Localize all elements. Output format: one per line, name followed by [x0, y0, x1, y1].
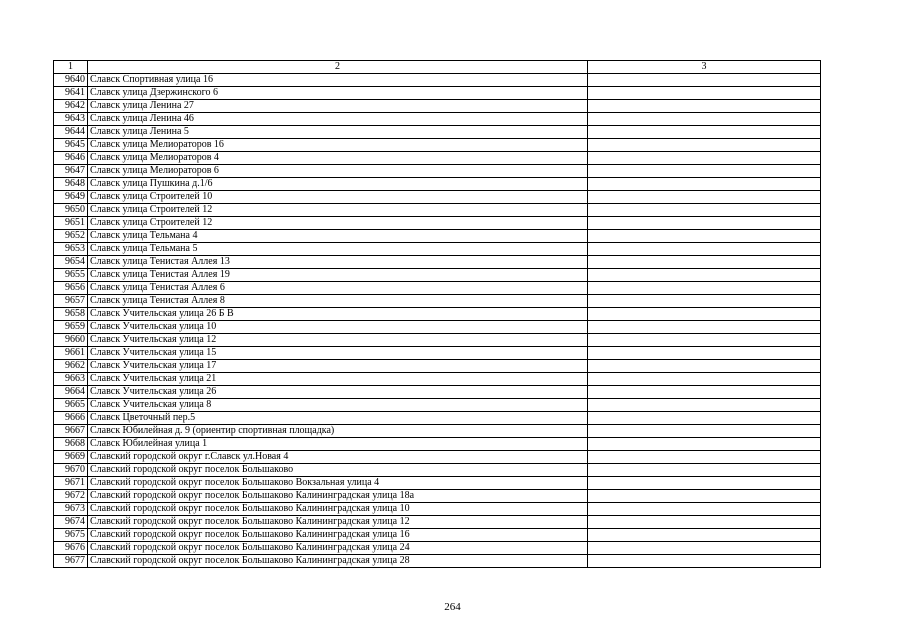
table-row: [54, 256, 821, 269]
address-cell: Славск улица Ленина 5: [88, 126, 588, 139]
address-cell: Славск Юбилейная улица 1: [88, 438, 588, 451]
column-3-cell: [588, 204, 821, 217]
address-cell: Славск улица Мелиораторов 4: [88, 152, 588, 165]
row-number-cell: 9677: [54, 555, 88, 568]
column-3-cell: [588, 529, 821, 542]
table-row: [54, 373, 821, 386]
column-3-cell: [588, 191, 821, 204]
table-row: [54, 503, 821, 516]
column-3-cell: [588, 126, 821, 139]
row-number-cell: 9665: [54, 399, 88, 412]
column-3-cell: [588, 399, 821, 412]
column-3-cell: [588, 425, 821, 438]
row-number-cell: 9667: [54, 425, 88, 438]
row-number-cell: 9673: [54, 503, 88, 516]
column-3-cell: [588, 464, 821, 477]
row-number-cell: 9676: [54, 542, 88, 555]
address-cell: Славск Учительская улица 15: [88, 347, 588, 360]
row-number-cell: 9664: [54, 386, 88, 399]
row-number-cell: 9668: [54, 438, 88, 451]
row-number-cell: 9670: [54, 464, 88, 477]
address-cell: Славский городской округ поселок Большаково: [88, 464, 588, 477]
row-number-cell: 9659: [54, 321, 88, 334]
column-3-cell: [588, 451, 821, 464]
row-number-cell: 9653: [54, 243, 88, 256]
address-cell: Славск улица Ленина 46: [88, 113, 588, 126]
column-3-cell: [588, 178, 821, 191]
address-cell: Славск Учительская улица 26 Б В: [88, 308, 588, 321]
address-cell: Славск улица Тельмана 4: [88, 230, 588, 243]
address-cell: Славский городской округ поселок Большаково Калининградская улица 28: [88, 555, 588, 568]
row-number-cell: 9646: [54, 152, 88, 165]
table-row: [54, 269, 821, 282]
column-3-cell: [588, 87, 821, 100]
table-row: [54, 321, 821, 334]
table-row: [54, 529, 821, 542]
row-number-cell: 9660: [54, 334, 88, 347]
table-row: [54, 282, 821, 295]
address-cell: Славск улица Тенистая Аллея 19: [88, 269, 588, 282]
address-cell: Славск улица Ленина 27: [88, 100, 588, 113]
table-row: [54, 191, 821, 204]
column-3-cell: [588, 74, 821, 87]
column-3-cell: [588, 373, 821, 386]
address-table: [53, 60, 821, 568]
table-row: [54, 425, 821, 438]
table-row: [54, 152, 821, 165]
column-3-cell: [588, 295, 821, 308]
address-cell: Славск Учительская улица 10: [88, 321, 588, 334]
row-number-cell: 9675: [54, 529, 88, 542]
address-cell: Славск улица Тенистая Аллея 8: [88, 295, 588, 308]
address-cell: Славск Учительская улица 21: [88, 373, 588, 386]
table-row: [54, 386, 821, 399]
table-row: [54, 204, 821, 217]
address-cell: Славск Учительская улица 8: [88, 399, 588, 412]
address-cell: Славск улица Строителей 12: [88, 204, 588, 217]
row-number-cell: 9652: [54, 230, 88, 243]
column-3-cell: [588, 347, 821, 360]
table-row: [54, 347, 821, 360]
row-number-cell: 9666: [54, 412, 88, 425]
table-row: [54, 490, 821, 503]
address-cell: Славск Цветочный пер.5: [88, 412, 588, 425]
address-cell: Славск улица Тенистая Аллея 6: [88, 282, 588, 295]
header-cell-2: 2: [88, 61, 588, 74]
row-number-cell: 9641: [54, 87, 88, 100]
column-3-cell: [588, 386, 821, 399]
table-row: [54, 308, 821, 321]
address-cell: Славск улица Тенистая Аллея 13: [88, 256, 588, 269]
table-row: [54, 360, 821, 373]
address-cell: Славск улица Тельмана 5: [88, 243, 588, 256]
table-row: [54, 230, 821, 243]
column-3-cell: [588, 165, 821, 178]
row-number-cell: 9657: [54, 295, 88, 308]
column-3-cell: [588, 542, 821, 555]
row-number-cell: 9656: [54, 282, 88, 295]
column-3-cell: [588, 100, 821, 113]
header-cell-1: 1: [54, 61, 88, 74]
column-3-cell: [588, 243, 821, 256]
address-cell: Славский городской округ поселок Большаково Калининградская улица 16: [88, 529, 588, 542]
table-row: [54, 217, 821, 230]
column-3-cell: [588, 516, 821, 529]
column-3-cell: [588, 555, 821, 568]
column-3-cell: [588, 503, 821, 516]
row-number-cell: 9648: [54, 178, 88, 191]
table-row: [54, 438, 821, 451]
column-3-cell: [588, 490, 821, 503]
table-row: [54, 399, 821, 412]
address-cell: Славск Спортивная улица 16: [88, 74, 588, 87]
column-3-cell: [588, 412, 821, 425]
column-3-cell: [588, 256, 821, 269]
row-number-cell: 9658: [54, 308, 88, 321]
address-cell: Славск улица Мелиораторов 6: [88, 165, 588, 178]
table-row: [54, 100, 821, 113]
table-row: [54, 555, 821, 568]
address-cell: Славск улица Пушкина д.1/6: [88, 178, 588, 191]
row-number-cell: 9649: [54, 191, 88, 204]
row-number-cell: 9654: [54, 256, 88, 269]
address-cell: Славск Учительская улица 17: [88, 360, 588, 373]
table-row: [54, 451, 821, 464]
table-row: [54, 542, 821, 555]
table-row: [54, 243, 821, 256]
table-row: [54, 87, 821, 100]
column-3-cell: [588, 230, 821, 243]
row-number-cell: 9669: [54, 451, 88, 464]
column-3-cell: [588, 152, 821, 165]
row-number-cell: 9655: [54, 269, 88, 282]
column-3-cell: [588, 438, 821, 451]
address-table-body: [54, 61, 821, 568]
address-cell: Славский городской округ поселок Большаково Калининградская улица 10: [88, 503, 588, 516]
table-row: [54, 412, 821, 425]
row-number-cell: 9640: [54, 74, 88, 87]
address-cell: Славский городской округ поселок Большаково Вокзальная улица 4: [88, 477, 588, 490]
address-cell: Славск улица Строителей 12: [88, 217, 588, 230]
row-number-cell: 9662: [54, 360, 88, 373]
row-number-cell: 9672: [54, 490, 88, 503]
table-row: [54, 126, 821, 139]
address-cell: Славский городской округ г.Славск ул.Новая 4: [88, 451, 588, 464]
table-row: [54, 165, 821, 178]
table-row: [54, 178, 821, 191]
address-cell: Славск улица Дзержинского 6: [88, 87, 588, 100]
row-number-cell: 9661: [54, 347, 88, 360]
table-row: [54, 334, 821, 347]
address-cell: Славский городской округ поселок Большаково Калининградская улица 12: [88, 516, 588, 529]
column-3-cell: [588, 139, 821, 152]
column-3-cell: [588, 217, 821, 230]
table-row: [54, 516, 821, 529]
column-3-cell: [588, 269, 821, 282]
column-3-cell: [588, 308, 821, 321]
address-cell: Славский городской округ поселок Большаково Калининградская улица 18а: [88, 490, 588, 503]
table-row: [54, 477, 821, 490]
table-row: [54, 139, 821, 152]
column-3-cell: [588, 334, 821, 347]
row-number-cell: 9671: [54, 477, 88, 490]
table-row: [54, 113, 821, 126]
table-row: [54, 74, 821, 87]
table-row: [54, 464, 821, 477]
address-cell: Славск улица Мелиораторов 16: [88, 139, 588, 152]
address-cell: Славский городской округ поселок Большаково Калининградская улица 24: [88, 542, 588, 555]
page-number: 264: [444, 601, 461, 613]
row-number-cell: 9650: [54, 204, 88, 217]
column-3-cell: [588, 282, 821, 295]
row-number-cell: 9644: [54, 126, 88, 139]
row-number-cell: 9647: [54, 165, 88, 178]
row-number-cell: 9674: [54, 516, 88, 529]
row-number-cell: 9651: [54, 217, 88, 230]
row-number-cell: 9663: [54, 373, 88, 386]
address-cell: Славск Учительская улица 12: [88, 334, 588, 347]
column-3-cell: [588, 113, 821, 126]
column-3-cell: [588, 321, 821, 334]
table-row: [54, 295, 821, 308]
column-3-cell: [588, 477, 821, 490]
column-3-cell: [588, 360, 821, 373]
address-cell: Славск Учительская улица 26: [88, 386, 588, 399]
header-cell-3: 3: [588, 61, 821, 74]
address-cell: Славск Юбилейная д. 9 (ориентир спортивная площадка): [88, 425, 588, 438]
address-cell: Славск улица Строителей 10: [88, 191, 588, 204]
row-number-cell: 9643: [54, 113, 88, 126]
row-number-cell: 9645: [54, 139, 88, 152]
table-header-row: [54, 61, 821, 74]
row-number-cell: 9642: [54, 100, 88, 113]
